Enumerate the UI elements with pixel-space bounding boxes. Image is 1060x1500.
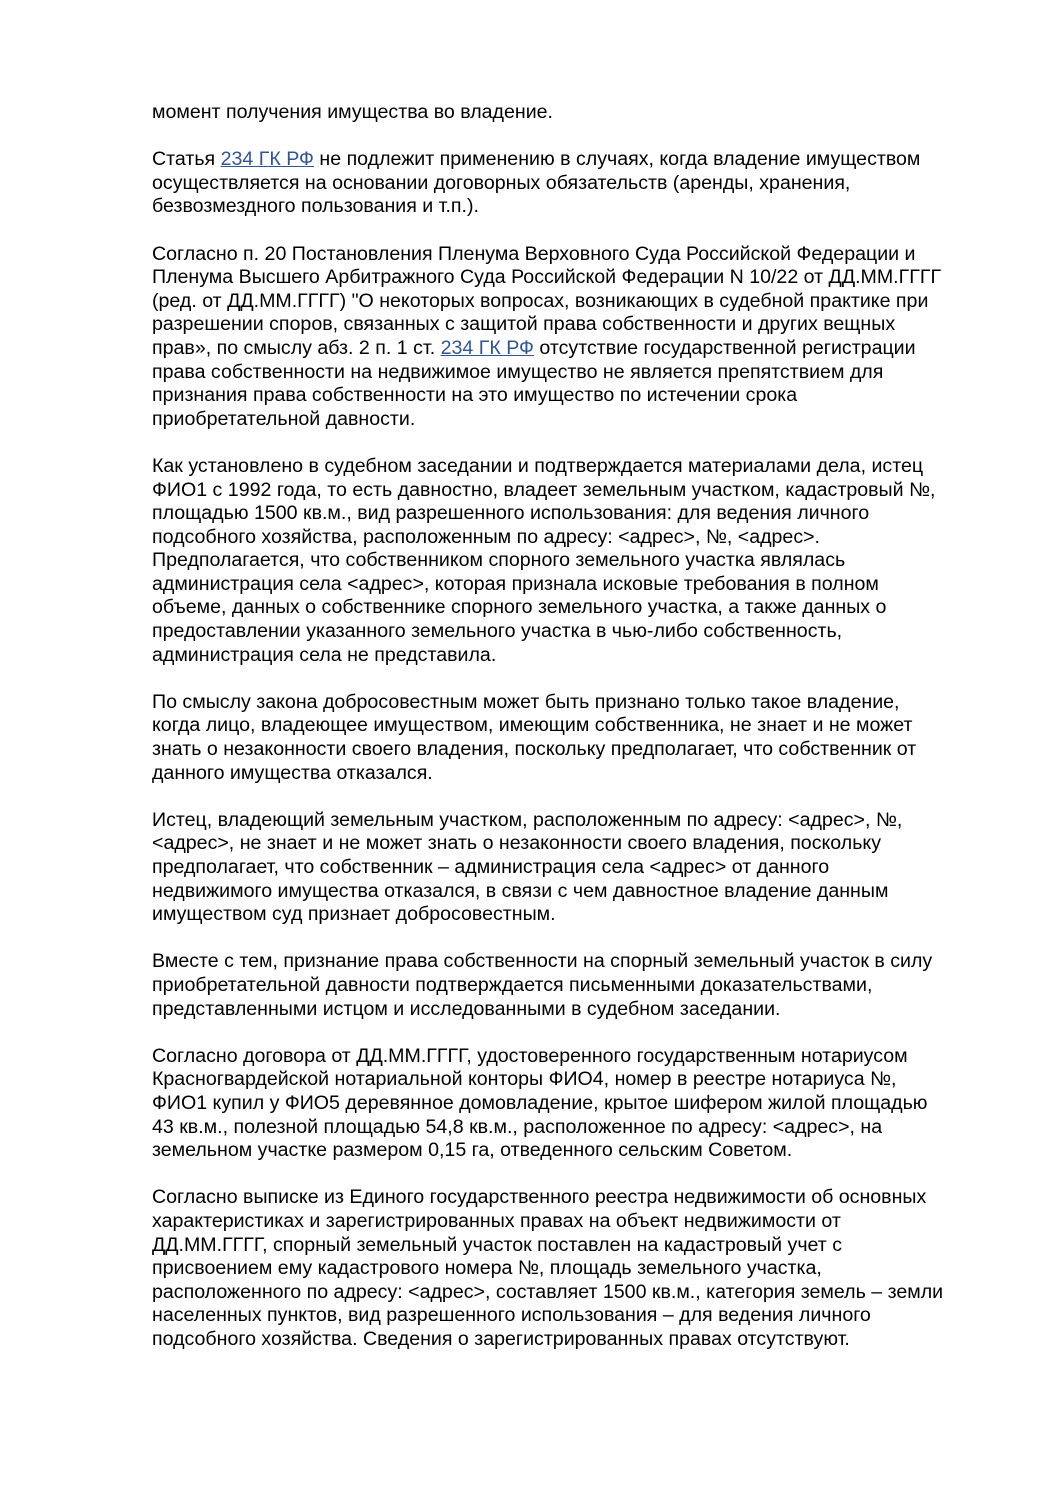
text-line: присвоением ему кадастрового номера №, площадь земельного участка, [152, 1257, 822, 1280]
text-segment: Статья [152, 148, 221, 171]
text-line: 43 кв.м., полезной площадью 54,8 кв.м., расположенное по адресу: <адрес>, на [152, 1115, 883, 1138]
text-line: Красногвардейской нотариальной конторы ФИО4, номер в реестре нотариуса №, [152, 1068, 897, 1091]
text-line: приобретательной давности. [152, 407, 416, 430]
paragraph-2 [152, 148, 992, 219]
text-segment: прав», по смыслу абз. 2 п. 1 ст. [152, 336, 441, 359]
text-line: предполагает, что собственник – администрация села <адрес> от данного [152, 856, 830, 878]
text-line: разрешении споров, связанных с защитой права собственности и других вещных [152, 313, 896, 336]
text-line: ФИО1 с 1992 года, то есть давностно, владеет земельным участком, кадастровый №, [152, 478, 936, 501]
text-line: когда лицо, владеющее имуществом, имеющим собственника, не знает и не может [152, 714, 913, 737]
text-line [152, 148, 992, 172]
text-line: расположенного по адресу: <адрес>, составляет 1500 кв.м., категория земель – земли [152, 1280, 944, 1303]
text-segment: не подлежит применению в случаях, когда владение имуществом [313, 148, 921, 171]
paragraph-1 [152, 101, 992, 125]
paragraph-7 [152, 950, 992, 1021]
text-line: данного имущества отказался. [152, 761, 433, 784]
paragraph-6 [152, 809, 992, 927]
text-line: Согласно выписке из Единого государственного реестра недвижимости об основных [152, 1186, 927, 1209]
text-line: площадью 1500 кв.м., вид разрешенного использования: для ведения личного [152, 502, 870, 525]
text-line: Пленума Высшего Арбитражного Суда Российской Федерации N 10/22 от ДД.ММ.ГГГГ [152, 266, 942, 289]
law-article-link[interactable]: 234 ГК РФ [440, 336, 534, 359]
paragraph-4 [152, 455, 992, 667]
text-line [152, 337, 992, 361]
paragraph-3 [152, 243, 992, 432]
text-line: имуществом суд признает добросовестным. [152, 903, 556, 926]
text-line: ДД.ММ.ГГГГ, спорный земельный участок поставлен на кадастровый учет с [152, 1233, 842, 1256]
paragraph-8 [152, 1045, 992, 1163]
text-line: осуществляется на основании договорных обязательств (аренды, хранения, [152, 171, 851, 194]
text-line: Согласно договора от ДД.ММ.ГГГГ, удостоверенного государственным нотариусом [152, 1044, 908, 1067]
text-line: характеристиках и зарегистрированных правах на объект недвижимости от [152, 1209, 841, 1232]
text-line: земельном участке размером 0,15 га, отведенного сельским Советом. [152, 1139, 793, 1162]
text-line: Истец, владеющий земельным участком, расположенным по адресу: <адрес>, №, [152, 808, 903, 831]
text-line: права собственности на недвижимое имущество не является препятствием для [152, 360, 884, 383]
text-line: признания права собственности на это имущество по истечении срока [152, 384, 798, 407]
text-line: Вместе с тем, признание права собственности на спорный земельный участок в силу [152, 950, 933, 973]
text-line: администрация села не представила. [152, 643, 497, 666]
text-line: предоставлении указанного земельного участка в чью-либо собственность, [152, 620, 843, 643]
text-line: администрация села <адрес>, которая признала исковые требования в полном [152, 572, 879, 595]
paragraph-9 [152, 1186, 992, 1351]
text-line: безвозмездного пользования и т.п.). [152, 195, 479, 218]
text-segment: отсутствие государственной регистрации [533, 336, 916, 359]
text-line: знать о незаконности своего владения, поскольку предполагает, что собственник от [152, 738, 917, 761]
text-line: недвижимого имущества отказался, в связи с чем давностное владение данным [152, 879, 889, 902]
text-line: объеме, данных о собственнике спорного земельного участка, а также данных о [152, 596, 887, 619]
text-line: (ред. от ДД.ММ.ГГГГ) "О некоторых вопросах, возникающих в судебной практике при [152, 289, 929, 312]
text-line: приобретательной давности подтверждается письменными доказательствами, [152, 973, 873, 996]
text-line: момент получения имущества во владение. [152, 101, 553, 123]
paragraph-5 [152, 691, 992, 785]
text-line: По смыслу закона добросовестным может быть признано только такое владение, [152, 690, 900, 713]
text-line: подсобного хозяйства, расположенным по адресу: <адрес>, №, <адрес>. [152, 525, 821, 548]
text-line: <адрес>, не знает и не может знать о незаконности своего владения, поскольку [152, 832, 881, 855]
text-line: Предполагается, что собственником спорного земельного участка являлась [152, 549, 846, 572]
document-page [152, 101, 992, 1375]
text-line: Согласно п. 20 Постановления Пленума Верховного Суда Российской Федерации и [152, 242, 916, 265]
text-line: подсобного хозяйства. Сведения о зарегистрированных правах отсутствуют. [152, 1327, 850, 1350]
law-article-link[interactable]: 234 ГК РФ [220, 148, 314, 171]
text-line: Как установлено в судебном заседании и подтверждается материалами дела, истец [152, 454, 924, 477]
text-line: населенных пунктов, вид разрешенного использования – для ведения личного [152, 1304, 871, 1327]
text-line: ФИО1 купил у ФИО5 деревянное домовладение, крытое шифером жилой площадью [152, 1091, 928, 1114]
text-line: представленными истцом и исследованными в судебном заседании. [152, 997, 781, 1020]
